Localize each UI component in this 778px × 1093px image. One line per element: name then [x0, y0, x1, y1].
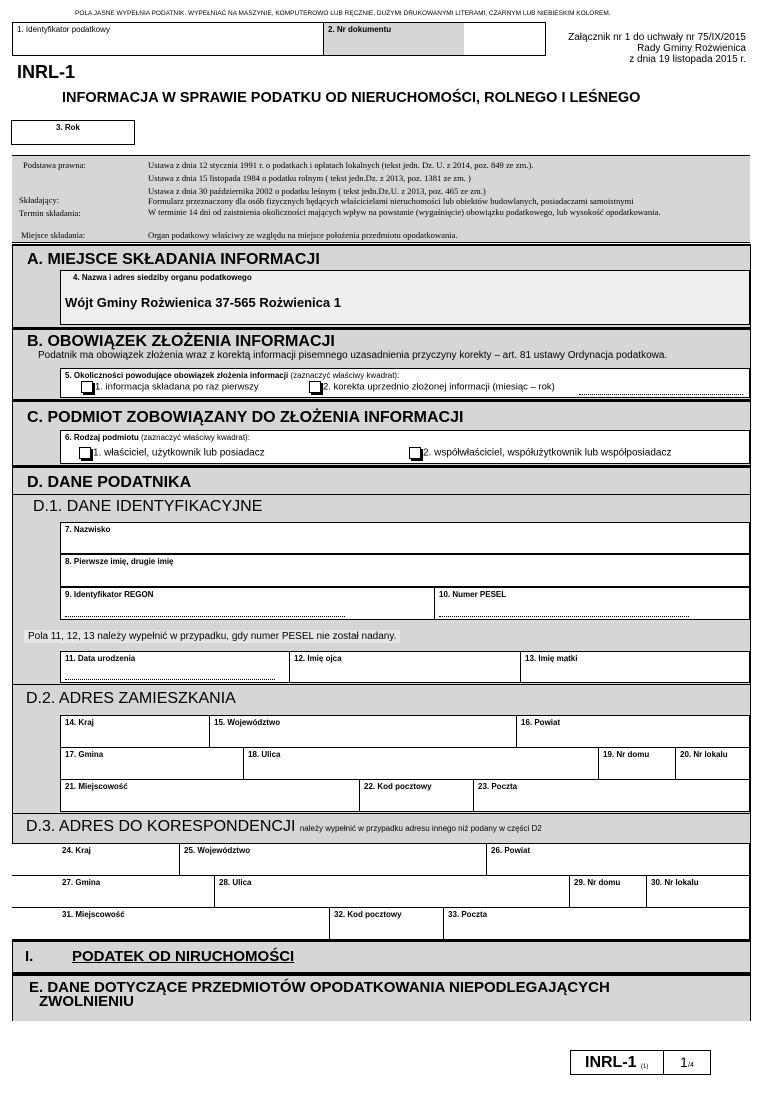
- field-25-wojewodztwo[interactable]: [179, 843, 487, 876]
- field-17-label: 17. Gmina: [65, 750, 104, 759]
- d3-note: należy wypełnić w przypadku adresu innego niż podany w części D2: [299, 824, 542, 833]
- field-18-label: 18. Ulica: [248, 750, 281, 759]
- field-28-ulica[interactable]: [214, 875, 570, 908]
- option-owner[interactable]: [79, 447, 265, 459]
- footer-page-total: /4: [688, 1062, 694, 1069]
- field-13-imie-matki[interactable]: [520, 651, 750, 683]
- field-19-nr-domu[interactable]: [598, 747, 676, 780]
- field-21-miejscowosc[interactable]: [60, 779, 360, 812]
- field-23-label: 23. Poczta: [478, 782, 518, 791]
- field-22-label: 22. Kod pocztowy: [364, 782, 432, 791]
- field-27-label: 27. Gmina: [62, 878, 101, 887]
- field-7-label: 7. Nazwisko: [65, 525, 111, 534]
- checkbox-correction[interactable]: [309, 381, 321, 393]
- deadline-label: Termin składania:: [19, 208, 81, 218]
- regon-line: [65, 616, 345, 617]
- field-7-nazwisko[interactable]: [60, 522, 750, 554]
- field-14-label: 14. Kraj: [65, 718, 94, 727]
- option-owner-label: 1. właściciel, użytkownik lub posiadacz: [93, 447, 265, 459]
- field-5-label-text: 5. Okoliczności powodujące obowiązek złożenia informacji: [65, 371, 289, 380]
- section-i-title: PODATEK OD NIRUCHOMOŚCI: [72, 948, 295, 965]
- field-15-label: 15. Województwo: [214, 718, 281, 727]
- field-30-label: 30. Nr lokalu: [651, 878, 699, 887]
- field-11-label: 11. Data urodzenia: [65, 654, 136, 663]
- pesel-note: Pola 11, 12, 13 należy wypełnić w przypadku, gdy numer PESEL nie został nadany.: [24, 630, 400, 643]
- attachment-line1: Załącznik nr 1 do uchwały nr 75/IX/2015: [568, 32, 746, 43]
- field-22-kod-pocztowy[interactable]: [359, 779, 474, 812]
- section-i-num: I.: [25, 948, 34, 965]
- d3-title: D.3. ADRES DO KORESPONDENCJI: [26, 818, 296, 835]
- field-32-kod-pocztowy[interactable]: [329, 907, 444, 940]
- field-19-label: 19. Nr domu: [603, 750, 650, 759]
- field-5-okolicznosci: [60, 368, 750, 398]
- field-10-pesel[interactable]: [434, 587, 750, 620]
- field-4-label: 4. Nazwa i adres siedziby organu podatkowego: [73, 273, 252, 282]
- field-33-poczta[interactable]: [443, 907, 750, 940]
- section-e-title-line2: ZWOLNIENIU: [39, 993, 134, 1010]
- field-20-label: 20. Nr lokalu: [680, 750, 728, 759]
- checkbox-owner[interactable]: [79, 447, 91, 459]
- field-9-label: 9. Identyfikator REGON: [65, 590, 154, 599]
- field-12-label: 12. Imię ojca: [294, 654, 342, 663]
- checkbox-co-owner[interactable]: [409, 447, 421, 459]
- field-33-label: 33. Poczta: [448, 910, 488, 919]
- form-title: INFORMACJA W SPRAWIE PODATKU OD NIERUCHOMOŚCI, ROLNEGO I LEŚNEGO: [62, 90, 641, 106]
- field-3-rok[interactable]: [11, 120, 135, 145]
- field-14-kraj[interactable]: [60, 715, 210, 748]
- field-24-kraj[interactable]: [12, 843, 180, 876]
- field-1-identyfikator[interactable]: [12, 22, 324, 56]
- correction-date-line[interactable]: [579, 394, 743, 395]
- field-23-poczta[interactable]: [473, 779, 750, 812]
- d3-header: [26, 818, 542, 836]
- section-e-title-line1: E. DANE DOTYCZĄCE PRZEDMIOTÓW OPODATKOWANIA NIEPODLEGAJĄCYCH: [29, 979, 610, 996]
- filer-text: Formularz przeznaczony dla osób fizycznych będących właścicielami nieruchomości lub obiektów budowlanych, posiadaczami samoistnymi: [148, 196, 634, 206]
- field-30-nr-lokalu[interactable]: [646, 875, 750, 908]
- field-3-label: 3. Rok: [56, 123, 81, 132]
- field-9-regon[interactable]: [60, 587, 435, 620]
- attachment-note: [568, 32, 746, 65]
- field-8-imiona[interactable]: [60, 554, 750, 587]
- field-29-nr-domu[interactable]: [569, 875, 647, 908]
- deadline-text: W terminie 14 dni od zaistnienia okoliczności mających wpływ na powstanie (wygaśnięcie) obowiązku podatkowego, lub wysokość opodatkowania.: [148, 207, 661, 217]
- attachment-line3: z dnia 19 listopada 2015 r.: [629, 54, 746, 65]
- field-6-label-text: 6. Rodzaj podmiotu: [65, 433, 139, 442]
- basis-3: Ustawa z dnia 30 października 2002 o podatku leśnym ( tekst jedn.Dz.U. z 2013, poz. 465 ze zm.): [148, 186, 486, 196]
- field-29-label: 29. Nr domu: [574, 878, 621, 887]
- field-15-wojewodztwo[interactable]: [209, 715, 517, 748]
- attachment-line2: Rady Gminy Rożwienica: [637, 43, 746, 54]
- section-b-note: Podatnik ma obowiązek złożenia wraz z korektą informacji pisemnego uzasadnienia przyczyny korekty – art. 81 ustawy Ordynacja podatkowa.: [38, 350, 668, 361]
- section-e: [12, 973, 751, 1021]
- field-2-label: 2. Nr dokumentu: [328, 25, 392, 34]
- field-31-miejscowosc[interactable]: [12, 907, 330, 940]
- section-c-title: C. PODMIOT ZOBOWIĄZANY DO ZŁOŻENIA INFORMACJI: [27, 409, 464, 426]
- field-32-label: 32. Kod pocztowy: [334, 910, 402, 919]
- field-6-rodzaj: [60, 430, 750, 464]
- field-31-label: 31. Miejscowość: [62, 910, 125, 919]
- footer-page-number: [663, 1050, 711, 1075]
- field-2-nr-dokumentu[interactable]: [323, 22, 465, 56]
- field-2-extension: [464, 22, 546, 56]
- field-20-nr-lokalu[interactable]: [675, 747, 750, 780]
- option-correction-label: 2. korekta uprzednio złożonej informacji (miesiąc – rok): [323, 381, 555, 393]
- field-26-label: 26. Powiat: [491, 846, 531, 855]
- footer-form-code: [570, 1050, 664, 1075]
- footer-code-sub: (1): [641, 1064, 649, 1070]
- d3-divider: [12, 813, 751, 814]
- basis-1: Ustawa z dnia 12 stycznia 1991 r. o podatkach i opłatach lokalnych (tekst jedn. Dz. U. z 2014, poz. 849 ze zm.).: [148, 160, 534, 170]
- field-12-imie-ojca[interactable]: [289, 651, 521, 683]
- field-5-label: [65, 371, 399, 380]
- field-27-gmina[interactable]: [12, 875, 215, 908]
- checkbox-first-time[interactable]: [81, 381, 93, 393]
- field-18-ulica[interactable]: [243, 747, 599, 780]
- field-5-hint: (zaznaczyć właściwy kwadrat):: [290, 371, 400, 380]
- field-11-data-urodzenia[interactable]: [60, 651, 290, 683]
- section-a-title: A. MIEJSCE SKŁADANIA INFORMACJI: [27, 251, 320, 268]
- pesel-line: [439, 616, 689, 617]
- section-d-title: D. DANE PODATNIKA: [27, 474, 192, 491]
- legal-block: [12, 155, 750, 243]
- field-25-label: 25. Województwo: [184, 846, 251, 855]
- d2-title: D.2. ADRES ZAMIESZKANIA: [26, 690, 236, 707]
- footer-code: INRL-1: [585, 1054, 637, 1071]
- option-first-time-label: 1. informacja składana po raz pierwszy: [95, 381, 259, 393]
- section-i: [12, 940, 751, 973]
- d1-divider: [13, 494, 750, 495]
- field-17-gmina[interactable]: [60, 747, 244, 780]
- field-8-label: 8. Pierwsze imię, drugie imię: [65, 557, 174, 566]
- field-10-label: 10. Numer PESEL: [439, 590, 507, 599]
- field-21-label: 21. Miejscowość: [65, 782, 128, 791]
- filer-label: Składający:: [19, 195, 60, 205]
- option-first-time[interactable]: [81, 381, 259, 393]
- field-16-label: 16. Powiat: [521, 718, 561, 727]
- basis-label: Podstawa prawna:: [23, 160, 86, 170]
- option-co-owner[interactable]: [409, 447, 671, 459]
- birthdate-line: [65, 679, 275, 680]
- field-28-label: 28. Ulica: [219, 878, 252, 887]
- option-correction[interactable]: [309, 381, 555, 393]
- section-b-title: B. OBOWIĄZEK ZŁOŻENIA INFORMACJI: [27, 333, 335, 350]
- option-co-owner-label: 2. współwłaściciel, współużytkownik lub współposiadacz: [423, 447, 672, 459]
- field-13-label: 13. Imię matki: [525, 654, 578, 663]
- basis-2: Ustawa z dnia 15 listopada 1984 o podatku rolnym ( tekst jedn.Dz. z 2013, poz. 1381 ze zm. ): [148, 173, 471, 183]
- d2-divider: [12, 684, 751, 685]
- field-6-label: [65, 433, 250, 442]
- field-6-hint: (zaznaczyć właściwy kwadrat):: [141, 433, 250, 442]
- footer-page: 1: [680, 1054, 688, 1070]
- top-note: POLA JASNE WYPEŁNIA PODATNIK. WYPEŁNIAĆ NA MASZYNIE, KOMPUTEROWO LUB RĘCZNIE, DUŻYMI DRUKOWANYMI LITERAMI, CZARNYM LUB NIEBIESKIM KOLOREM.: [75, 10, 611, 17]
- d1-title: D.1. DANE IDENTYFIKACYJNE: [33, 498, 263, 515]
- place-label: Miejsce składania:: [21, 230, 86, 240]
- field-24-label: 24. Kraj: [62, 846, 91, 855]
- field-26-powiat[interactable]: [486, 843, 750, 876]
- field-1-label: 1. Identyfikator podatkowy: [17, 25, 110, 34]
- field-16-powiat[interactable]: [516, 715, 750, 748]
- form-code: INRL-1: [17, 62, 75, 82]
- field-4-organ[interactable]: [60, 270, 750, 325]
- field-4-value: Wójt Gminy Rożwienica 37-565 Rożwienica 1: [65, 295, 341, 310]
- place-text: Organ podatkowy właściwy ze względu na miejsce położenia przedmiotu opodatkowania.: [148, 230, 458, 240]
